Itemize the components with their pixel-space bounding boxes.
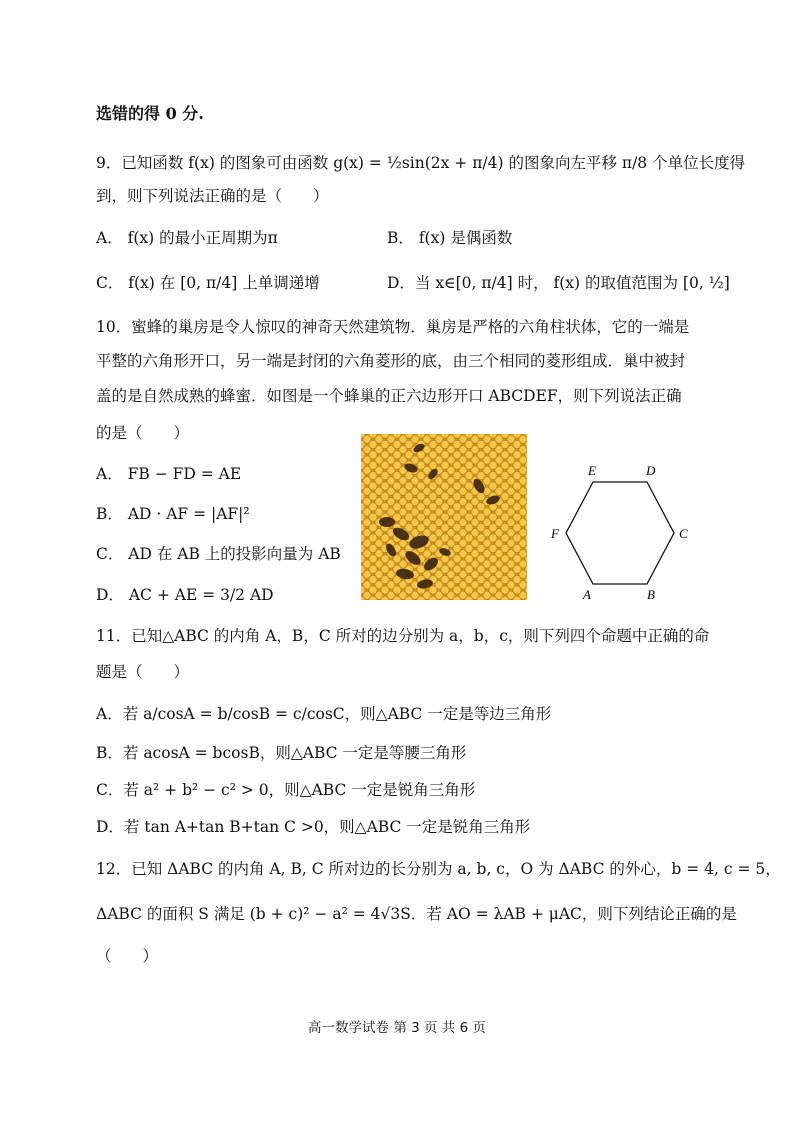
vertex-label-d: D (646, 463, 656, 478)
q9-option-d: D．当 x∈[0, π/4] 时， f(x) 的取值范围为 [0, ½] (387, 274, 730, 292)
q10-stem-line3: 盖的是自然成熟的蜂蜜．如图是一个蜂巢的正六边形开口 ABCDEF，则下列说法正确 (96, 387, 682, 405)
q9-option-c: C． f(x) 在 [0, π/4] 上单调递增 (96, 274, 320, 292)
q10-option-d: D． AC + AE = 3/2 AD (96, 586, 274, 604)
q10-option-c: C． AD 在 AB 上的投影向量为 AB (96, 545, 341, 563)
q11-option-b: B．若 acosA = bcosB，则△ABC 一定是等腰三角形 (96, 744, 467, 762)
q12-stem-line1: 12．已知 ΔABC 的内角 A, B, C 所对边的长分别为 a, b, c，O 为 ΔABC 的外心，b = 4, c = 5， (96, 860, 781, 878)
hexagon-shape (566, 482, 674, 584)
q11-option-a: A．若 a/cosA = b/cosB = c/cosC，则△ABC 一定是等边三角形 (96, 705, 552, 723)
q9-option-b: B． f(x) 是偶函数 (387, 229, 513, 247)
q10-stem-line1: 10．蜜蜂的巢房是令人惊叹的神奇天然建筑物．巢房是严格的六角柱状体，它的一端是 (96, 318, 690, 336)
vertex-label-c: C (679, 526, 688, 541)
q11-stem-line2: 题是（ ） (96, 663, 190, 681)
q9-stem-line1: 9．已知函数 f(x) 的图象可由函数 g(x) = ½sin(2x + π/4) 的图象向左平移 π/8 个单位长度得 (96, 154, 746, 172)
q10-stem-line4: 的是（ ） (96, 424, 190, 442)
q9-stem-line2: 到，则下列说法正确的是（ ） (96, 187, 329, 205)
q10-option-a: A． FB − FD = AE (96, 465, 242, 483)
honeycomb-pattern (361, 434, 527, 600)
q10-option-b: B． AD · AF = |AF|² (96, 505, 250, 523)
q12-stem-line3: （ ） (96, 947, 159, 965)
hexagon-figure (543, 460, 713, 606)
q11-option-c: C．若 a² + b² − c² > 0，则△ABC 一定是锐角三角形 (96, 781, 476, 799)
page-footer: 高一数学试卷 第 3 页 共 6 页 (308, 1020, 486, 1036)
header-note: 选错的得 0 分. (96, 104, 204, 123)
q9-option-a: A． f(x) 的最小正周期为π (96, 229, 278, 247)
honeycomb-photo (361, 434, 527, 600)
q11-stem-line1: 11．已知△ABC 的内角 A，B，C 所对的边分别为 a，b，c，则下列四个命题中正确的命 (96, 627, 710, 645)
q12-stem-line2: ΔABC 的面积 S 满足 (b + c)² − a² = 4√3S．若 AO = λAB + μAC，则下列结论正确的是 (96, 905, 737, 923)
vertex-label-b: B (647, 587, 655, 602)
q10-stem-line2: 平整的六角形开口，另一端是封闭的六角菱形的底，由三个相同的菱形组成．巢中被封 (96, 352, 686, 370)
vertex-label-e: E (588, 463, 596, 478)
hexagon-diagram (543, 460, 713, 606)
vertex-label-f: F (551, 526, 559, 541)
vertex-label-a: A (583, 587, 591, 602)
q11-option-d: D．若 tan A+tan B+tan C >0，则△ABC 一定是锐角三角形 (96, 818, 531, 836)
